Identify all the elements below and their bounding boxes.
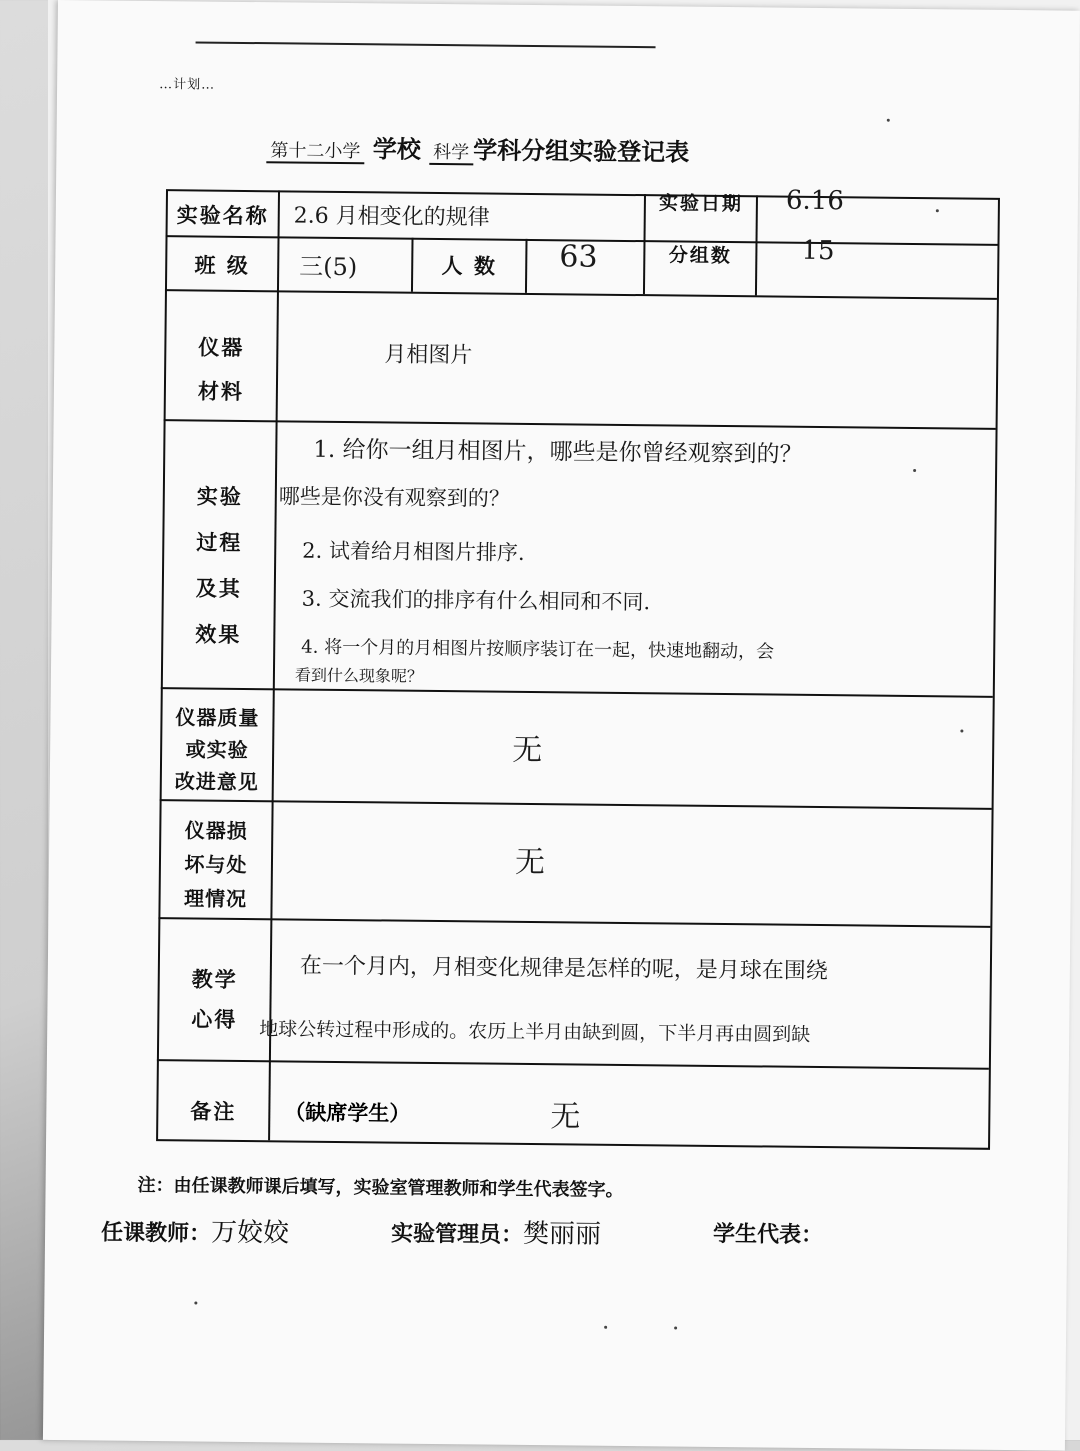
reflection-label-line: 教学 xyxy=(191,967,238,992)
process-label xyxy=(163,473,275,658)
scan-speck xyxy=(194,1301,197,1304)
damage-value: 无 xyxy=(514,844,546,881)
count-label: 人 数 xyxy=(441,254,498,279)
lab-admin-signature xyxy=(391,1212,601,1251)
damage-label-line: 理情况 xyxy=(183,886,248,912)
scan-speck xyxy=(604,1326,607,1329)
lab-admin-label: 实验管理员： xyxy=(390,1221,524,1248)
process-label-line: 及其 xyxy=(195,576,242,601)
damage-label-line: 坏与处 xyxy=(184,852,248,878)
teacher-signature xyxy=(101,1211,289,1250)
experiment-name-label: 实验名称 xyxy=(176,203,269,229)
instruments-label-line: 材料 xyxy=(197,379,245,404)
process-label-line: 效果 xyxy=(195,622,242,647)
scan-speck xyxy=(674,1327,677,1330)
process-step: 看到什么现象呢？ xyxy=(294,665,424,686)
quality-label xyxy=(162,701,273,798)
quality-label-line: 改进意见 xyxy=(174,769,259,795)
lab-admin-value: 樊丽丽 xyxy=(522,1218,602,1250)
process-label-line: 实验 xyxy=(196,484,243,509)
form-sheet xyxy=(43,0,1080,1451)
process-step: 4. 将一个月的月相图片按顺序装订在一起，快速地翻动，会 xyxy=(301,636,775,663)
registration-table xyxy=(156,189,1000,1150)
remarks-label: 备注 xyxy=(190,1099,237,1124)
scan-speck xyxy=(913,469,916,472)
school-name: 第十二小学 xyxy=(266,140,364,164)
process-step: 1. 给你一组月相图片，哪些是你曾经观察到的？ xyxy=(313,436,803,468)
remarks-absent: （缺席学生） xyxy=(284,1100,411,1126)
form-title xyxy=(266,128,886,169)
damage-label xyxy=(160,813,271,916)
instruments-value: 月相图片 xyxy=(384,342,473,369)
subject-name: 科学 xyxy=(429,142,473,165)
scan-speck xyxy=(936,209,939,212)
reflection-label xyxy=(159,959,270,1040)
experiment-date-label: 实验日期 xyxy=(658,192,744,216)
process-step: 3. 交流我们的排序有什么相同和不同. xyxy=(301,586,651,615)
quality-label-line: 仪器质量 xyxy=(175,705,260,731)
experiment-name-value: 2.6 月相变化的规律 xyxy=(293,203,490,231)
quality-value: 无 xyxy=(511,732,543,769)
corner-mark: …计划… xyxy=(159,77,216,93)
process-step: 2. 试着给月相图片排序. xyxy=(302,538,525,565)
class-value: 三(5) xyxy=(299,252,358,282)
teacher-label: 任课教师： xyxy=(100,1220,212,1247)
process-step: 哪些是你没有观察到的？ xyxy=(278,484,510,511)
student-rep-label: 学生代表： xyxy=(712,1221,824,1249)
reflection-label-line: 心得 xyxy=(191,1007,238,1032)
damage-label-line: 仪器损 xyxy=(184,818,248,844)
groups-label: 分组数 xyxy=(668,244,732,268)
reflection-line: 在一个月内，月相变化规律是怎样的呢，是月球在围绕 xyxy=(299,953,829,985)
instruments-label-line: 仪器 xyxy=(198,335,245,360)
scan-speck xyxy=(887,119,890,122)
class-label: 班 级 xyxy=(194,253,251,279)
school-word: 学校 xyxy=(372,135,421,164)
quality-label-line: 或实验 xyxy=(185,737,249,763)
reflection-line: 地球公转过程中形成的。农历上半月由缺到圆，下半月再由圆到缺 xyxy=(259,1018,811,1046)
count-value: 63 xyxy=(559,239,598,275)
footer-note: 注：由任课教师课后填写，实验室管理教师和学生代表签字。 xyxy=(137,1174,624,1201)
remarks-value: 无 xyxy=(550,1099,581,1135)
process-label-line: 过程 xyxy=(196,530,243,555)
groups-value: 15 xyxy=(801,235,835,267)
scan-speck xyxy=(960,729,963,732)
title-rest: 学科分组实验登记表 xyxy=(473,136,690,167)
teacher-value: 万姣姣 xyxy=(210,1217,290,1249)
experiment-date-value: 6.16 xyxy=(785,185,844,217)
top-rule xyxy=(196,41,656,48)
student-rep-signature xyxy=(713,1217,823,1249)
instruments-label xyxy=(166,325,277,414)
